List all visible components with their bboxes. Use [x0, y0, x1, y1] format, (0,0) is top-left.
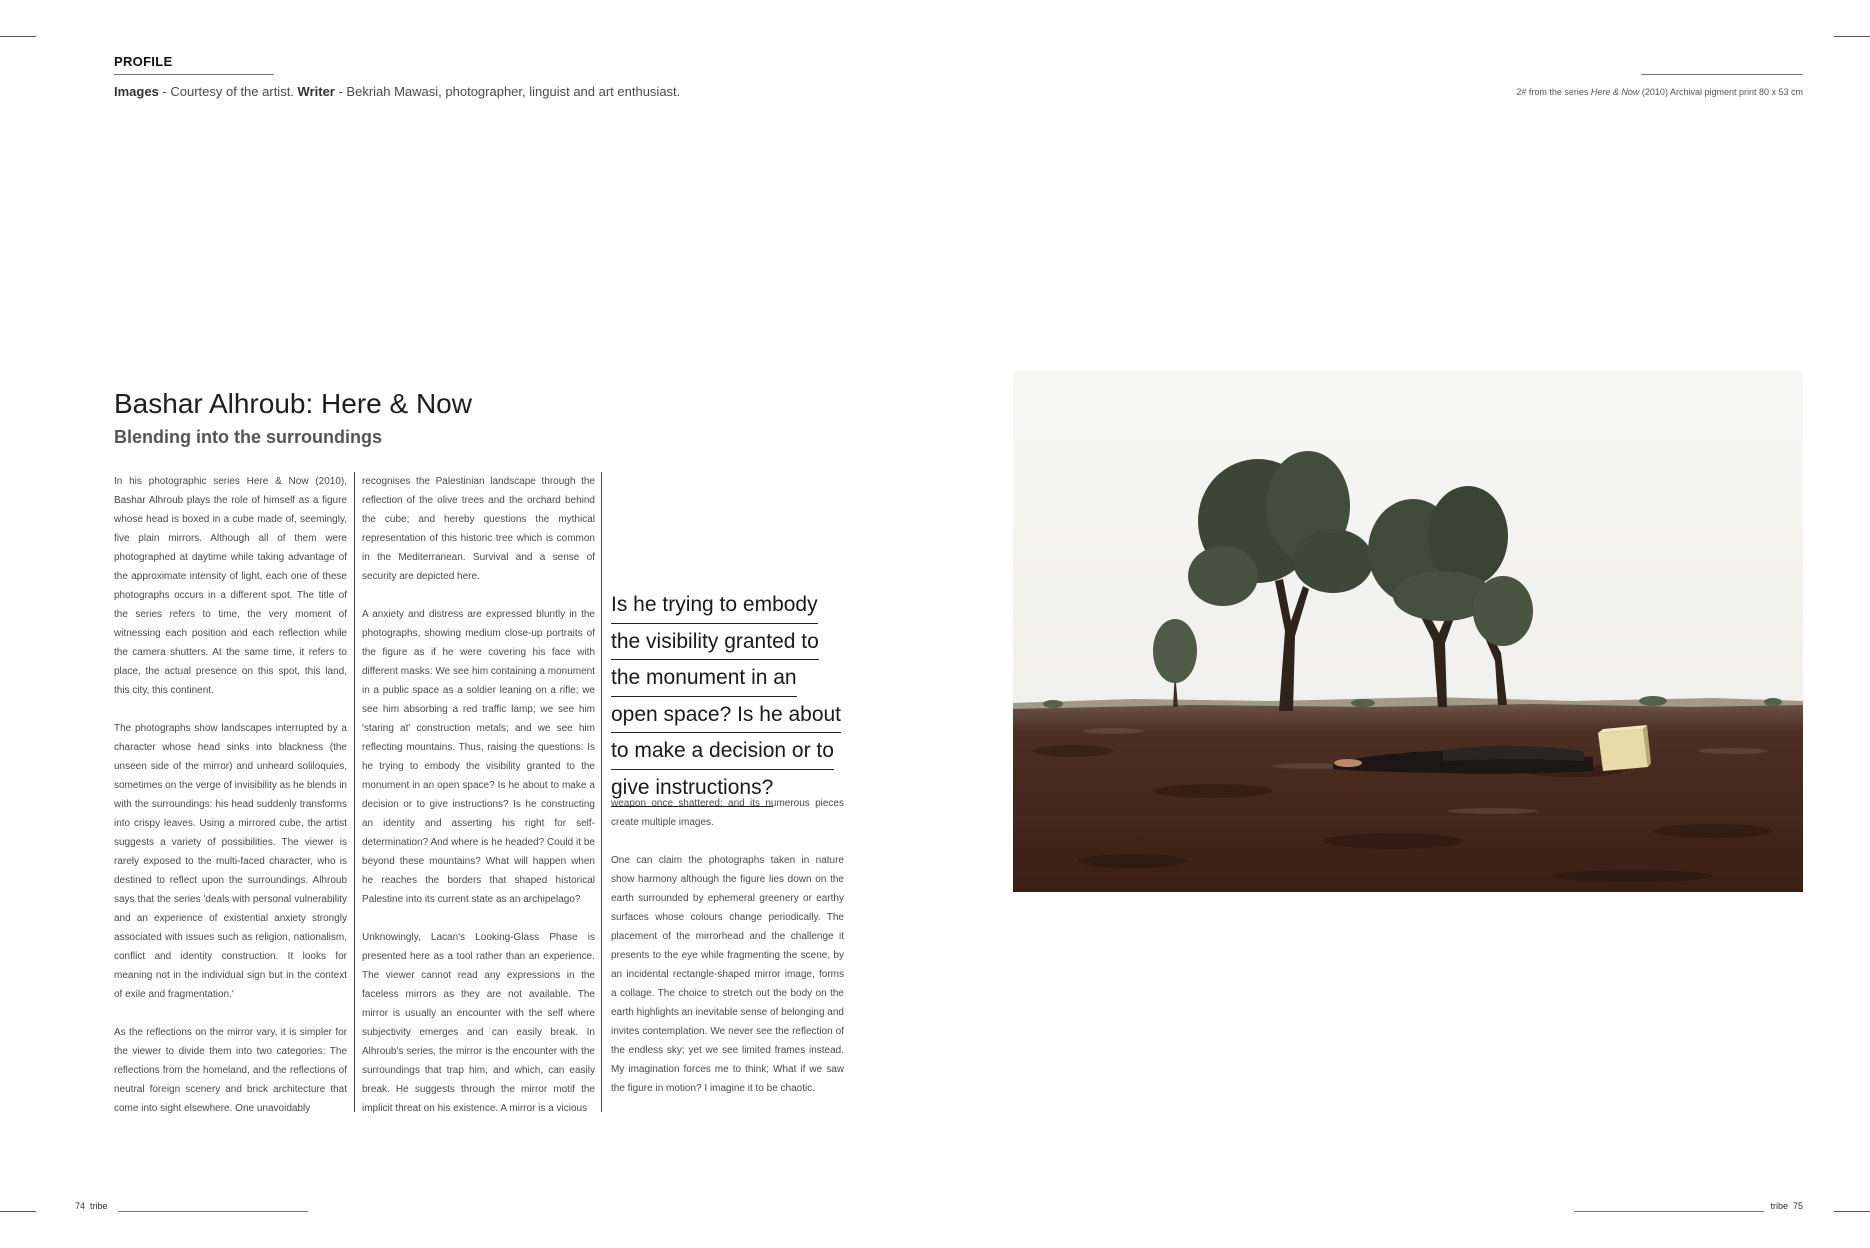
images-credit: - Courtesy of the artist.	[158, 84, 298, 99]
photo-illustration	[1013, 371, 1803, 892]
section-rule	[114, 74, 274, 75]
paragraph: In his photographic series Here & Now (2010), Bashar Alhroub plays the role of himself as a figure whose head is boxed in a cube made of, seemingly, five plain mirrors. Although all of them were photographed at daytime while taking advantage of the approximate intensity of light, each one of these photographs occurs in a different spot. The title of the series refers to time, the very moment of witnessing each position and each reflection while the camera shutters. At the same time, it refers to place, the actual presence on this spot, this land, this city, this continent.	[114, 476, 347, 696]
body-column-1	[114, 472, 347, 1118]
caption-suffix: (2010) Archival pigment print 80 x 53 cm	[1639, 87, 1803, 97]
mirror-cube	[1598, 725, 1651, 771]
folio-rule-left	[118, 1211, 308, 1212]
page-number-left: 74	[75, 1201, 86, 1211]
pull-quote-line: open space? Is he about	[611, 699, 841, 734]
body-column-2	[362, 472, 595, 1118]
section-label: PROFILE	[114, 54, 173, 69]
landscape-photograph	[1013, 371, 1803, 892]
pull-quote-line: to make a decision or to	[611, 735, 834, 770]
article-title: Bashar Alhroub: Here & Now	[114, 388, 472, 419]
magazine-name-right: tribe	[1770, 1201, 1788, 1211]
crop-mark-top-right	[1834, 36, 1870, 37]
paragraph: One can claim the photographs taken in nature show harmony although the figure lies down on the earth surrounded by ephemeral greenery or earthy surfaces whose colours change periodically. The placement of the mirrorhead and the challenge it presents to the eye while fragmenting the scene, by an incidental rectangle-shaped mirror image, forms a collage. The choice to stretch out the body on the earth highlights an inevitable sense of belonging and invites contemplation. We never see the reflection of the endless sky; yet we see limited frames instead. My imagination forces me to think; What if we saw the figure in motion? I imagine it to be chaotic.	[611, 855, 844, 1094]
column-divider	[601, 472, 602, 1112]
paragraph: As the reflections on the mirror vary, it is simpler for the viewer to divide them into two categories: The reflections from the homeland, and the reflections of neutral foreign scenery and brick architecture that come into sight elsewhere. One unavoidably	[114, 1027, 347, 1114]
magazine-name-left: tribe	[90, 1201, 108, 1211]
article-subtitle: Blending into the surroundings	[114, 427, 382, 447]
writer-credit: - Bekriah Mawasi, photographer, linguist and art enthusiast.	[334, 84, 681, 99]
pull-quote-line: the visibility granted to	[611, 626, 819, 661]
caption-prefix: 2# from the series	[1516, 87, 1591, 97]
folio-rule-right	[1574, 1211, 1764, 1212]
pull-quote	[611, 589, 846, 809]
images-label: Images	[114, 84, 159, 99]
credits-line	[114, 84, 680, 99]
crop-mark-bottom-right	[1834, 1211, 1870, 1212]
crop-mark-top-left	[0, 36, 36, 37]
caption-rule	[1641, 74, 1803, 75]
caption-series: Here & Now	[1590, 87, 1640, 97]
writer-label: Writer	[297, 84, 335, 99]
pull-quote-line: the monument in an	[611, 662, 797, 697]
paragraph: A anxiety and distress are expressed bluntly in the photographs, showing medium close-up portraits of the figure as if he were covering his face with different masks: We see him containing a monument in a public space as a soldier leaning on a rifle; we see him absorbing a red traffic lamp; we see him 'staring at' construction metals; and we see him reflecting mountains. Thus, raising the questions: Is he trying to embody the visibility granted to the monument in an open space? Is he about to make a decision or to give instructions? Is he constructing an identity and asserting his right for self-determination? And where is he headed? Could it be beyond these mountains? What will happen when he reaches the borders that shaped historical Palestine into its current state as an archipelago?	[362, 609, 595, 905]
body-column-3	[611, 794, 844, 1098]
paragraph: weapon once shattered; and its numerous pieces create multiple images.	[611, 798, 844, 828]
paragraph: recognises the Palestinian landscape through the reflection of the olive trees and the orchard behind the cube; and hereby questions the mythical representation of this historic tree which is common in the Mediterranean. Survival and a sense of security are depicted here.	[362, 476, 595, 582]
pull-quote-line: Is he trying to embody	[611, 589, 818, 624]
photo-caption	[1516, 87, 1803, 97]
page-number-right: 75	[1792, 1201, 1803, 1211]
pull-quote-line: give instructions?	[611, 772, 773, 807]
folio-left	[75, 1201, 108, 1211]
folio-right	[1770, 1201, 1803, 1211]
paragraph: Unknowingly, Lacan's Looking-Glass Phase is presented here as a tool rather than an experience. The viewer cannot read any expressions in the faceless mirrors as they are not available. The mirror is usually an encounter with the self where subjectivity emerges and can easily break. In Alhroub's series, the mirror is the encounter with the surroundings that trap him, and which, can easily break. He suggests through the mirror motif the implicit threat on his existence. A mirror is a vicious	[362, 932, 595, 1114]
column-divider	[354, 472, 355, 1112]
paragraph: The photographs show landscapes interrupted by a character whose head sinks into blackness (the unseen side of the mirror) and unheard soliloquies, sometimes on the verge of invisibility as he blends in with the surroundings: his head suddenly transforms into crispy leaves. Using a mirrored cube, the artist suggests a variety of possibilities. The viewer is rarely exposed to the multi-faced character, who is destined to reflect upon the surroundings. Alhroub says that the series 'deals with personal vulnerability and an experience of existential anxiety strongly associated with issues such as religion, nationalism, conflict and identity construction. It looks for meaning not in the individual sign but in the context of exile and fragmentation.'	[114, 723, 347, 1000]
crop-mark-bottom-left	[0, 1211, 36, 1212]
